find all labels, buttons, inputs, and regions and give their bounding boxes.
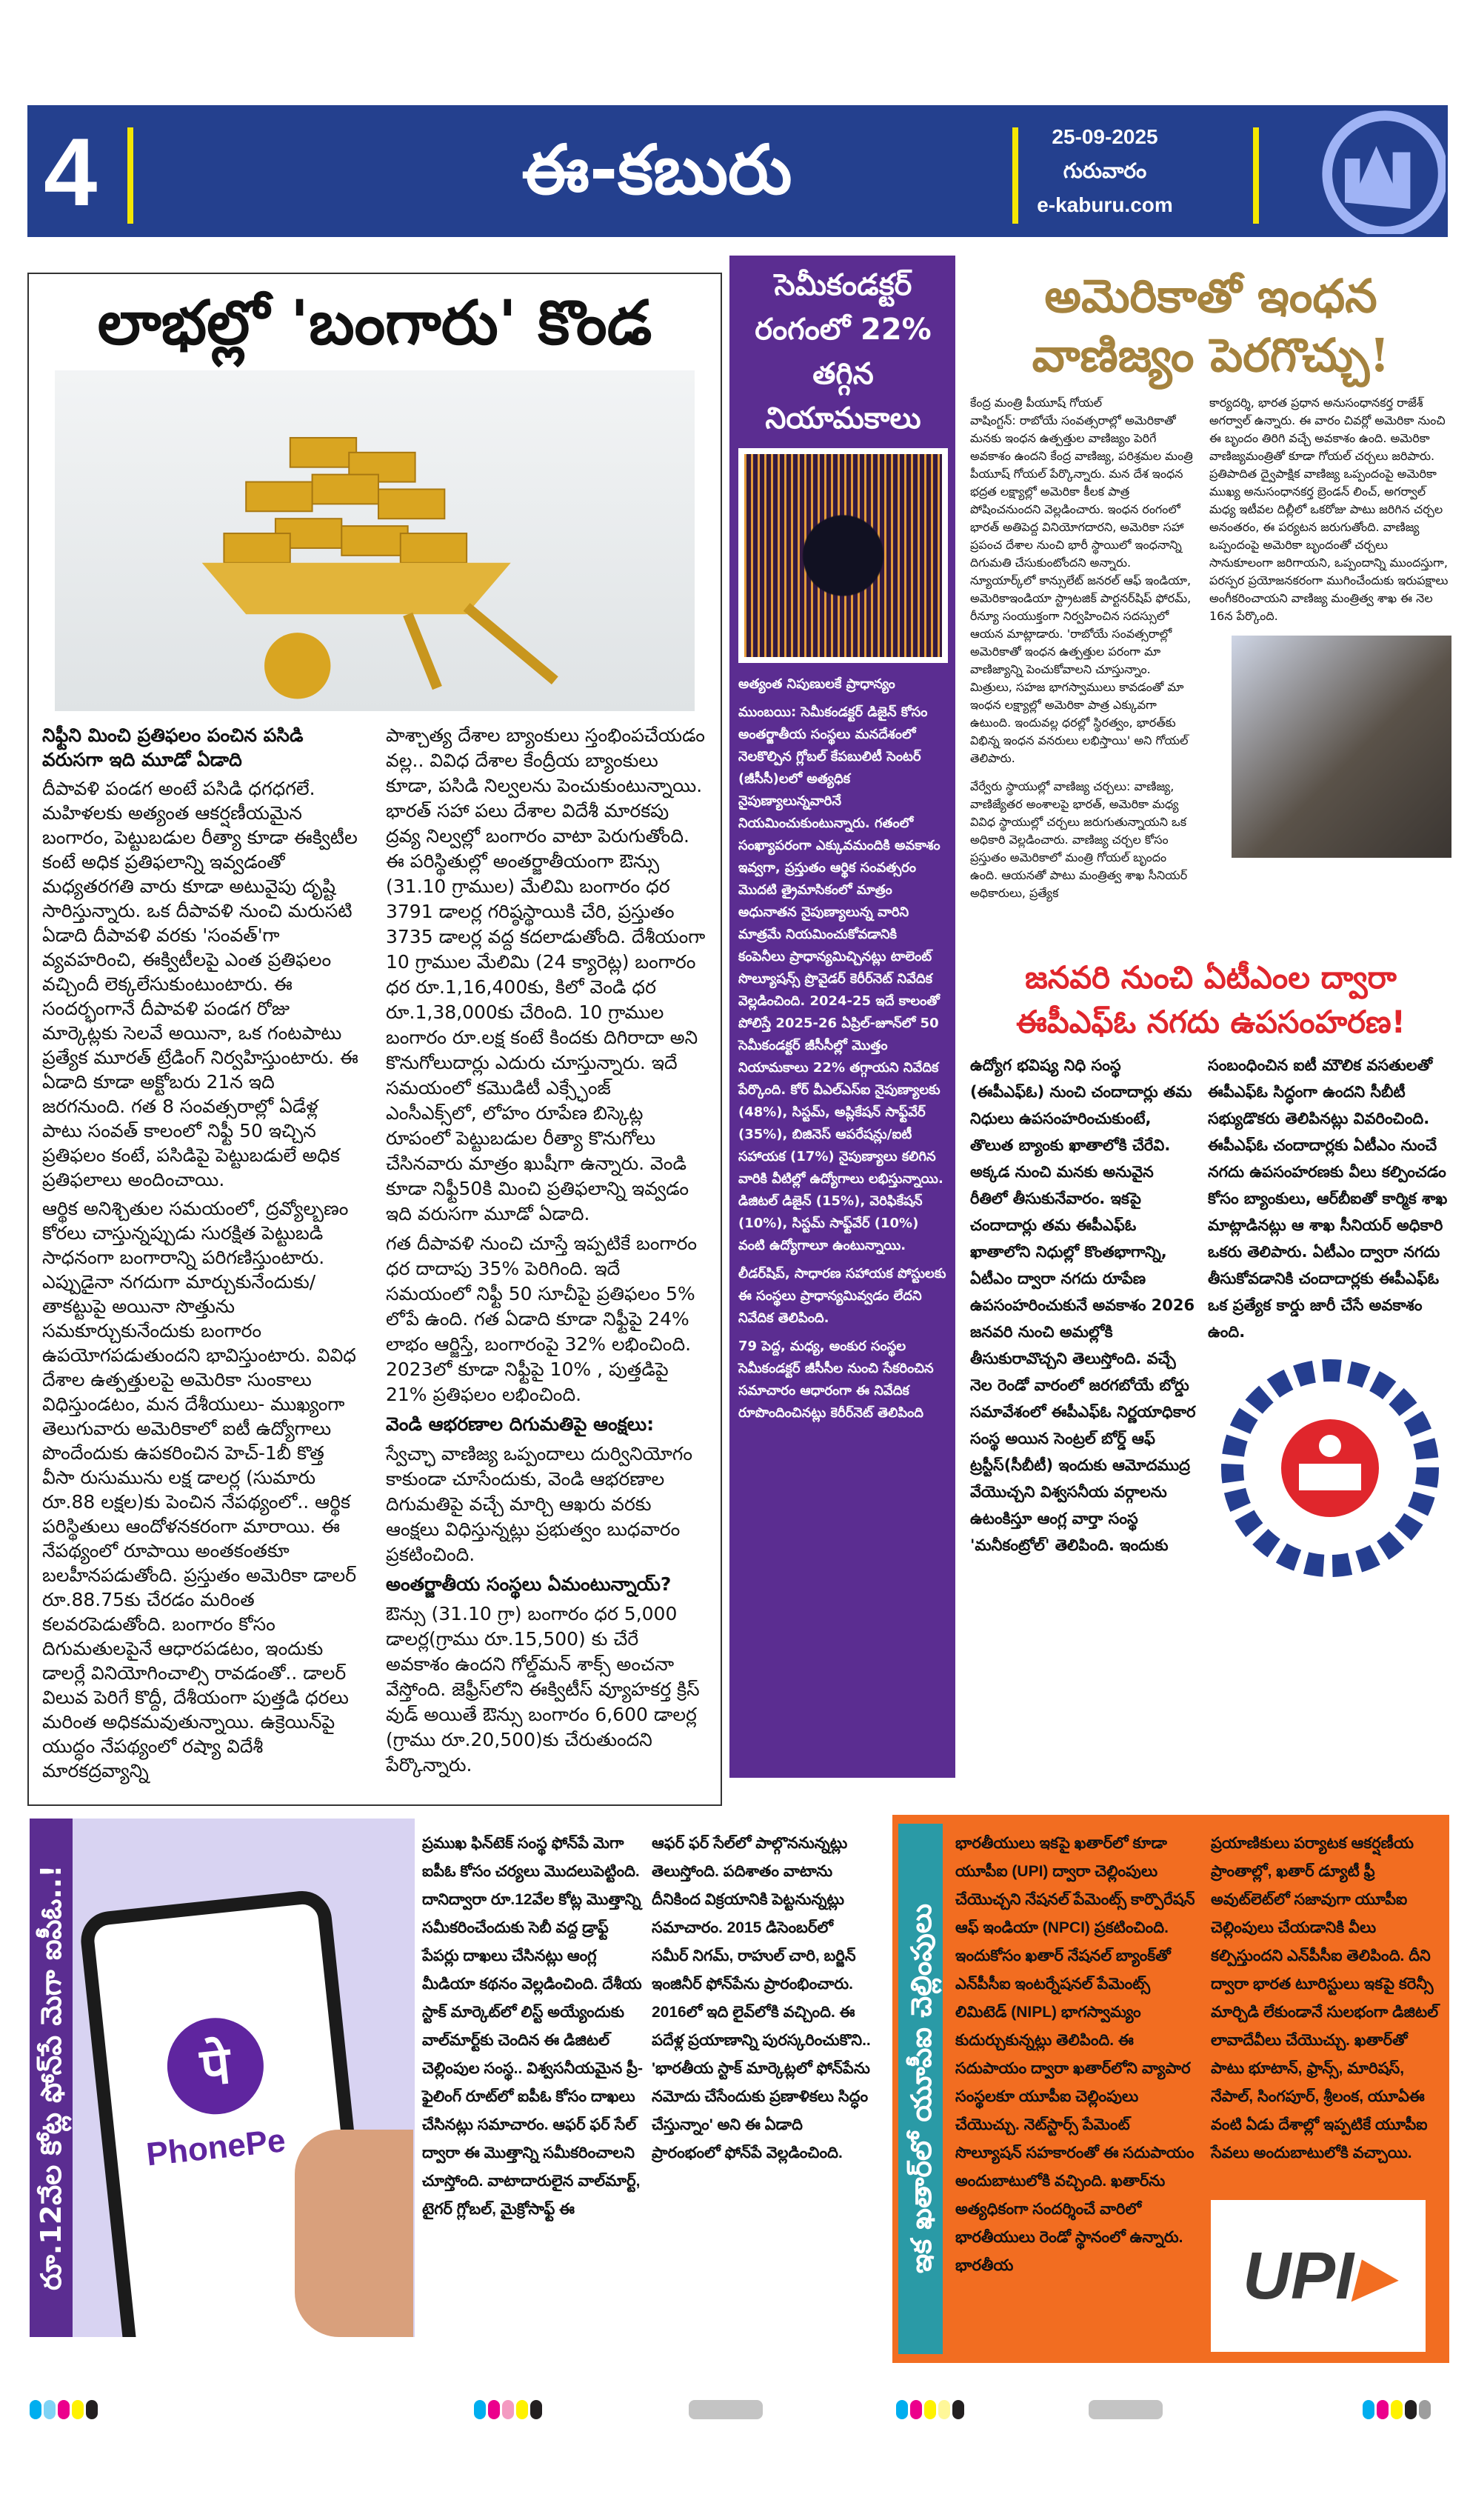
us-column-1 <box>970 394 1196 944</box>
piyush-goyal-photo <box>1232 636 1451 858</box>
upi-logo-text: UPI <box>1243 2239 1354 2313</box>
color-swatch <box>86 2400 98 2419</box>
gold-wheelbarrow-image <box>55 370 695 711</box>
print-registration-marks <box>474 2400 542 2419</box>
subheading: అంతర్జాతీయ సంస్థలు ఏమంటున్నాయ్? <box>386 1573 672 1595</box>
color-swatch <box>1405 2400 1417 2419</box>
issue-date: 25-09-2025 <box>1052 125 1158 148</box>
print-registration-marks <box>896 2400 964 2419</box>
phonepe-logo-icon: पे <box>162 2013 268 2119</box>
epf-columns <box>970 1052 1451 1800</box>
color-swatch <box>952 2400 964 2419</box>
color-swatch <box>72 2400 84 2419</box>
gray-mark <box>1089 2400 1163 2419</box>
paragraph: వేర్వేరు స్థాయుల్లో వాణిజ్య చర్చలు: వాణిజ్య, వాణిజ్యేతర అంశాలపై భారత్, అమెరికా మధ్య వివిధ స్థాయుల్లో చర్చలు జరుగుతున్నాయని ఒక అధికారి వెల్లడించారు. వాణిజ్య చర్చల కోసం ప్రస్తుతం అమెరికాలో మంత్రి గోయల్ బృందం ఉంది. ఆయనతో పాటు మంత్రిత్వ శాఖ సీనియర్ అధికారులు, ప్రత్యేక <box>970 779 1188 900</box>
paragraph: 79 పెద్ద, మధ్య, అంకుర సంస్థల సెమీకండక్టర్ జీసీసీల నుంచి సేకరించిన సమాచారం ఆధారంగా ఈ నివేదిక రూపొందించినట్లు కెరీర్‌నెట్ తెలిపింది <box>738 1339 934 1421</box>
color-swatch <box>1377 2400 1389 2419</box>
color-swatch <box>938 2400 950 2419</box>
headline: ఇక ఖతార్‌లో యూపీఐ చెల్లింపులు <box>905 1904 938 2274</box>
color-swatch <box>896 2400 908 2419</box>
divider <box>127 127 133 224</box>
paragraph: పాశ్చాత్య దేశాల బ్యాంకులు స్తంభింపచేయడం వల్ల.. వివిధ దేశాల కేంద్రీయ బ్యాంకులు కూడా, పసిడి నిల్వలను పెంచుకుంటున్నాయి. భారత్ సహా పలు దేశాల విదేశీ మారకపు ద్రవ్య నిల్వల్లో బంగారం వాటా పెరుగుతోంది. ఈ పరిస్థితుల్లో అంతర్జాతీయంగా ఔన్సు (31.10 గ్రాముల) మేలిమి బంగారం ధర 3791 డాలర్ల గరిష్ఠస్థాయికి చేరి, ప్రస్తుతం 3735 డాలర్ల వద్ద కదలాడుతోంది. దేశీయంగా 10 గ్రాముల మేలిమి (24 క్యారెట్ల) బంగారం ధర రూ.1,16,400కు, కిలో వెండి ధర రూ.1,38,000కు చేరింది. 10 గ్రాముల బంగారం రూ.లక్ష కంటే కిందకు దిగిరాదా అని కొనుగోలుదార్లు ఎదురు చూస్తున్నారు. ఇదే సమయంలో కమొడిటీ ఎక్స్ఛేంజ్ ఎంసీఎక్స్‌లో, లోహం రూపేణ బిస్కెట్ల రూపంలో పెట్టుబడుల రీత్యా కొనుగోలు చేసినవారు మాత్రం ఖుషీగా ఉన్నారు. వెండి కూడా నిఫ్టీ50కి మించి ప్రతిఫలాన్ని ఇవ్వడం ఇది వరుసగా మూడో ఏడాది. <box>386 724 706 1224</box>
article-epfo <box>970 956 1451 1800</box>
epfo-logo-icon <box>1219 1357 1441 1579</box>
color-swatch <box>530 2400 542 2419</box>
color-swatch <box>30 2400 41 2419</box>
page-number: 4 <box>44 118 98 226</box>
print-registration-marks <box>30 2400 98 2419</box>
divider <box>1012 127 1018 224</box>
paragraph: ముంబయి: సెమీకండక్టర్ డిజైన్ కోసం అంతర్జాతీయ సంస్థలు మనదేశంలో నెలకొల్పిన గ్లోబల్ కేపబులిటీ సెంటర్ (జీసీసీ)లలో అత్యధిక నైపుణ్యాలున్నవారినే నియమించుకుంటున్నారు. గతంలో సంఖ్యాపరంగా ఎక్కువమందికి అవకాశం ఇవ్వగా, ప్రస్తుతం ఆర్థిక సంవత్సరం మొదటి త్రైమాసికంలో మాత్రం అధునాతన నైపుణ్యాలున్న వారిని మాత్రమే నియమించుకోవడానికి కంపెనీలు ప్రాధాన్యమిచ్చినట్లు టాలెంట్ సొల్యూషన్స్ ప్రొవైడర్ కెరీర్‌నెట్ నివేదిక వెల్లడించింది. 2024-25 ఇదే కాలంతో పోలిస్తే 2025-26 ఏప్రిల్-జూన్‌లో 50 సెమీకండక్టర్ జీసీసీల్లో మొత్తం నియామకాలు 22% తగ్గాయని నివేదిక పేర్కొంది. కోర్ వీఎల్ఎస్ఐ నైపుణ్యాలకు (48%), సిస్టమ్, అప్లికేషన్ సాఫ్ట్‌వేర్ (35%), బిజినెస్ ఆపరేషన్లు/ఐటీ సహాయక (17%) నైపుణ్యాలు కలిగిన వారికి వీటిల్లో ఉద్యోగాలు లభిస్తున్నాయి. డిజిటల్ డిజైన్ (15%), వెరిఫికేషన్ (10%), సిస్టమ్ సాఫ్ట్‌వేర్ (10%) వంటి ఉద్యోగాలూ ఉంటున్నాయి. <box>738 704 943 1253</box>
color-swatch <box>910 2400 922 2419</box>
color-swatch <box>1419 2400 1431 2419</box>
subheading: అత్యంత నిపుణులకే ప్రాధాన్యం <box>738 676 895 692</box>
color-swatch <box>474 2400 486 2419</box>
masthead <box>27 105 1448 237</box>
headline-us-energy: అమెరికాతో ఇంధన వాణిజ్యం పెరగొచ్చు! <box>1032 269 1390 382</box>
paragraph: లీడర్‌షిప్, సాధారణ సహాయక పోస్టులకు ఈ సంస్థలు ప్రాధాన్యమివ్వడం లేదని నివేదిక తెలిపింది. <box>738 1266 946 1326</box>
headline: లాభల్లో 'బంగారు' కొండ <box>97 287 652 359</box>
us-column-2 <box>1209 394 1451 944</box>
color-swatch <box>516 2400 528 2419</box>
upi-logo: UPI ▶ <box>1211 2200 1426 2352</box>
newspaper-title: ఈ-కబురు <box>521 130 792 210</box>
color-swatch <box>44 2400 56 2419</box>
upi-vertical-headline <box>898 1824 943 2354</box>
upi-column-1: భారతీయులు ఇకపై ఖతార్‌లో కూడా యూపీఐ (UPI) ద్వారా చెల్లింపులు చేయొచ్చని నేషనల్ పేమెంట్స్ కార్పొరేషన్ ఆఫ్ ఇండియా (NPCI) ప్రకటించింది. ఇందుకోసం ఖతార్ నేషనల్ బ్యాంక్‌తో ఎన్‌పీసీఐ ఇంటర్నేషనల్ పేమెంట్స్ లిమిటెడ్ (NIPL) భాగస్వామ్యం కుదుర్చుకున్నట్లు తెలిపింది. ఈ సదుపాయం ద్వారా ఖతార్‌లోని వ్యాపార సంస్థలకూ యూపీఐ చెల్లింపులు చేయొచ్చు. నెట్‌స్టార్స్ పేమెంట్ సొల్యూషన్ సహకారంతో ఈ సదుపాయం అందుబాటులోకి వచ్చింది. ఖతార్‌ను అత్యధికంగా సందర్శించే వారిలో భారతీయులు రెండో స్థానంలో ఉన్నారు. భారతీయ <box>955 1835 1195 2274</box>
gray-mark <box>689 2400 763 2419</box>
color-swatch <box>924 2400 936 2419</box>
upi-column-2 <box>1211 1830 1444 2352</box>
paragraph: ప్రయాణికులు పర్యాటక ఆకర్షణీయ ప్రాంతాల్లో, ఖతార్ డ్యూటీ ఫ్రీ అవుట్‌లెట్‌లో సజావుగా యూపీఐ చెల్లింపులు చేయడానికి వీలు కల్పిస్తుందని ఎన్‌పీసీఐ తెలిపింది. దీని ద్వారా భారత టూరిస్టులు ఇకపై కరెన్సీ మార్చిడి లేకుండానే సులభంగా డిజిటల్ లావాదేవీలు చేయొచ్చు. ఖతార్‌తో పాటు భూటాన్, ఫ్రాన్స్, మారిషస్, నేపాల్, సింగపూర్, శ్రీలంక, యూఏఈ వంటి ఏడు దేశాల్లో ఇప్పటికే యూపీఐ సేవలు అందుబాటులోకి వచ్చాయి. <box>1211 1835 1439 2161</box>
paragraph: గత దీపావళి నుంచి చూస్తే ఇప్పటికే బంగారం ధర దాదాపు 35% పెరిగింది. ఇదే సమయంలో నిఫ్టీ 50 సూచీపై ప్రతిఫలం 5% లోపే ఉంది. గత ఏడాది కూడా నిఫ్టీపై 24% లాభం ఆర్జిస్తే, బంగారంపై 32% లభించింది. 2023లో కూడా నిఫ్టీపై 10% , పుత్తడిపై 21% ప్రతిఫలం లభించింది. <box>386 1233 698 1405</box>
paragraph: కార్యదర్శి, భారత ప్రధాన అనుసంధానకర్త రాజేశ్ అగర్వాల్ ఉన్నారు. ఈ వారం చివర్లో అమెరికా నుంచి ఈ బృందం తిరిగి వచ్చే అవకాశం ఉంది. అమెరికా వాణిజ్యమంత్రితో కూడా గోయల్ చర్చలు జరిపారు. ప్రతిపాదిత ద్వైపాక్షిక వాణిజ్య ఒప్పందంపై అమెరికా ముఖ్య అనుసంధానకర్త బ్రెండన్ లించ్, అగర్వాల్ మధ్య ఇటీవల దిల్లీలో ఒకరోజు పాటు జరిగిన చర్చల అనంతరం, ఈ పర్యటన జరుగుతోంది. వాణిజ్య ఒప్పందంపై అమెరికా బృందంతో చర్చలు సానుకూలంగా జరిగాయని, ఒప్పందాన్ని ముందస్తుగా, పరస్పర ప్రయోజనకరంగా ముగించేందుకు ఇరుపక్షాలు అంగీకరించాయని వాణిజ్య మంత్రిత్వ శాఖ ఈ నెల 16న పేర్కొంది. <box>1209 396 1449 623</box>
paragraph: వాషింగ్టన్: రాబోయే సంవత్సరాల్లో అమెరికాతో మనకు ఇంధన ఉత్పత్తుల వాణిజ్యం పెరిగే అవకాశం ఉందని కేంద్ర వాణిజ్య, పరిశ్రమల మంత్రి పీయూష్ గోయల్ పేర్కొన్నారు. మన దేశ ఇంధన భద్రత లక్ష్యాల్లో అమెరికా కీలక పాత్ర పోషించనుందని వెల్లడించారు. ఇంధన రంగంలో భారత్ అతిపెద్ద వినియోగదారని, అమెరికా సహా ప్రపంచ దేశాల నుంచి భారీ స్థాయిలో ఇంధనాన్ని దిగుమతి చేసుకుంటోందని అన్నారు. న్యూయార్క్‌లో కాన్సులేట్ జనరల్ ఆఫ్ ఇండియా, అమెరికాఇండియా స్ట్రాటజిక్ పార్టనర్‌షిప్ ఫోరమ్, రీన్యూ సంయుక్తంగా నిర్వహించిన సదస్సులో ఆయన మాట్లాడారు. 'రాబోయే సంవత్సరాల్లో అమెరికాతో ఇంధన ఉత్పత్తుల పరంగా మా వాణిజ్యాన్ని పెంచుకోవాలని చూస్తున్నాం. మిత్రులు, సహజ భాగస్వాములు కావడంతో మా ఇంధన లక్ష్యాల్లో అమెరికా పాత్ర ఎక్కువగా ఉటుంది. ఇందువల్ల ధరల్లో స్థిరత్వం, భారత్‌కు విభిన్న ఇంధన వనరులు లభిస్తాయి' అని గోయల్ తెలిపారు. <box>970 413 1193 765</box>
gold-columns <box>42 723 707 1794</box>
article-gold <box>27 273 722 1806</box>
gold-column-1 <box>42 723 361 1794</box>
byline: కేంద్ర మంత్రి పీయూష్ గోయల్ <box>970 396 1103 410</box>
paragraph: సంబంధించిన ఐటీ మౌలిక వసతులతో ఈపీఎఫ్ఓ సిద్ధంగా ఉందని సీబీటీ సభ్యుడొకరు తెలిపినట్లు వివరించింది. ఈపీఎఫ్ఓ చందాదార్లకు ఏటీఎం నుంచే నగదు ఉపసంహరణకు వీలు కల్పించడం కోసం బ్యాంకులు, ఆర్‌బీఐతో కార్మిక శాఖ మాట్లాడినట్లు ఆ శాఖ సీనియర్ అధికారి ఒకరు తెలిపారు. ఏటీఎం ద్వారా నగదు తీసుకోవడానికి చందాదార్లకు ఈపీఎఫ్ఓ ఒక ప్రత్యేక కార్డు జారీ చేసే అవకాశం ఉంది. <box>1208 1056 1448 1341</box>
paragraph: దీపావళి పండగ అంటే పసిడి ధగధగలే. మహిళలకు అత్యంత ఆకర్షణీయమైన బంగారం, పెట్టుబడుల రీత్యా కూడా ఈక్విటీల కంటే అధిక ప్రతిఫలాన్ని ఇవ్వడంతో మధ్యతరగతి వారు కూడా అటువైపు దృష్టి సారిస్తున్నారు. ఒక దీపావళి నుంచి మరుసటి ఏడాది దీపావళి వరకు 'సంవత్'గా వ్యవహరించి, ఈక్విటీలపై ఎంత ప్రతిఫలం వచ్చిందీ లెక్కలేసుకుంటుంటారు. ఈ సందర్భంగానే దీపావళి పండగ రోజు మార్కెట్లకు సెలవే అయినా, ఒక గంటపాటు ప్రత్యేక మూరత్ ట్రేడింగ్ నిర్వహిస్తుంటారు. ఈ ఏడాది కూడా అక్టోబరు 21న ఇది జరగనుంది. గత 8 సంవత్సరాల్లో ఏడేళ్ల పాటు సంవత్ కాలంలో నిఫ్టీ 50 ఇచ్చిన ప్రతిఫలం కంటే, పసిడిపై పెట్టుబడులే అధిక ప్రతిఫలాలు అందించాయి. <box>42 778 358 1190</box>
print-registration-marks <box>1363 2400 1431 2419</box>
us-columns <box>970 394 1451 944</box>
phonepe-column-1: ప్రముఖ ఫిన్‌టెక్ సంస్థ ఫోన్‌పే మెగా ఐపీఓ కోసం చర్యలు మొదలుపెట్టింది. దానిద్వారా రూ.12వేల కోట్ల మొత్తాన్ని సమీకరించేందుకు సెబీ వద్ద డ్రాఫ్ట్ పేపర్లు దాఖలు చేసినట్లు ఆంగ్ల మీడియా కథనం వెల్లడించింది. దేశీయ స్టాక్ మార్కెట్‌లో లిస్ట్ అయ్యేందుకు వాల్‌మార్ట్‌కు చెందిన ఈ డిజిటల్ చెల్లింపుల సంస్థ.. విశ్వసనీయమైన ప్రీ-ఫైలింగ్ రూట్‌లో ఐపీఓ కోసం దాఖలు చేసినట్లు సమాచారం. ఆఫర్ ఫర్ సేల్ ద్వారా ఈ మొత్తాన్ని సమీకరించాలని చూస్తోంది. వాటాదారులైన వాల్‌మార్ట్, టైగర్ గ్లోబల్, మైక్రోసాఫ్ట్ ఈ <box>422 1835 643 2218</box>
phonepe-vertical-headline <box>30 1819 73 2337</box>
subheading: వెండి ఆభరణాల దిగుమతిపై ఆంక్షలు: <box>386 1413 655 1435</box>
gold-column-2 <box>386 723 707 1794</box>
color-swatch <box>488 2400 500 2419</box>
chip-india-map-image <box>738 448 948 663</box>
article-body <box>738 673 948 1770</box>
phonepe-phone-image <box>73 1819 415 2337</box>
epf-column-1: ఉద్యోగ భవిష్య నిధి సంస్థ (ఈపీఎఫ్ఓ) నుంచి చందాదార్లు తమ నిధులు ఉపసంహరించుకుంటే, తొలుత బ్యాంకు ఖాతాలోకి చేరేవి. అక్కడ నుంచి మనకు అనువైన రీతిలో తీసుకునేవారం. ఇకపై చందాదార్లు తమ ఈపీఎఫ్ఓ ఖాతాలోని నిధుల్లో కొంతభాగాన్ని, ఏటీఎం ద్వారా నగదు రూపేణ ఉపసంహరించుకునే అవకాశం 2026 జనవరి నుంచి అమల్లోకి తీసుకురావొచ్చని తెలుస్తోంది. వచ్చే నెల రెండో వారంలో జరగబోయే బోర్డు సమావేశంలో ఈపీఎఫ్ఓ నిర్ణయాధికార సంస్థ అయిన సెంట్రల్ బోర్డ్ ఆఫ్ ట్రస్టీస్(సీబీటీ) ఇందుకు ఆమోదముద్ర వేయొచ్చని విశ్వసనీయ వర్గాలను ఉటంకిస్తూ ఆంగ్ల వార్తా సంస్థ 'మనీకంట్రోల్' తెలిపింది. ఇందుకు <box>970 1056 1196 1554</box>
brand-name: PhonePe <box>144 2122 287 2173</box>
website-link[interactable]: e-kaburu.com <box>1037 193 1173 216</box>
paragraph: ఔన్సు (31.10 గ్రా) బంగారం ధర 5,000 డాలర్ల(గ్రాము రూ.15,500) కు చేరే అవకాశం ఉందని గోల్డ్‌మన్ శాక్స్ అంచనా వేస్తోంది. జెఫ్రీస్‌లోని ఈక్విటీస్ వ్యూహకర్త క్రిస్ వుడ్ అయితే ఔన్సు బంగారం 6,600 డాలర్ల (గ్రాము రూ.20,500)కు చేరుతుందని పేర్కొన్నారు. <box>386 1603 700 1776</box>
color-swatch <box>502 2400 514 2419</box>
headline: సెమీకండక్టర్ రంగంలో 22% తగ్గిన నియామకాలు <box>755 268 932 436</box>
color-swatch <box>1363 2400 1374 2419</box>
subheading: నిఫ్టీని మించి ప్రతిఫలం పంచిన పసిడి వరుసగా ఇది మూడో ఏడాది <box>42 724 304 770</box>
color-swatch <box>1391 2400 1403 2419</box>
color-swatch <box>58 2400 70 2419</box>
article-us-energy <box>970 267 1451 944</box>
phonepe-column-2: ఆఫర్ ఫర్ సేల్‌లో పాల్గొననున్నట్లు తెలుస్తోంది. పదిశాతం వాటాను దీనికింద విక్రయానికి పెట్టనున్నట్లు సమాచారం. 2015 డిసెంబర్‌లో సమీర్ నిగమ్, రాహుల్ చారి, బర్జిన్ ఇంజినీర్ ఫోన్‌పేను ప్రారంభించారు. 2016లో ఇది లైవ్‌లోకి వచ్చింది. ఈ పదేళ్ల ప్రయాణాన్ని పురస్కరించుకొని.. 'భారతీయ స్టాక్ మార్కెట్లలో ఫోన్‌పేను నమోదు చేసేందుకు ప్రణాళికలు సిద్ధం చేస్తున్నాం' అని ఈ ఏడాది ప్రారంభంలో ఫోన్‌పే వెల్లడించింది. <box>652 1835 871 2161</box>
article-semiconductor <box>729 256 955 1778</box>
issue-weekday: గురువారం <box>1063 159 1147 182</box>
divider <box>1253 127 1259 224</box>
headline: రూ.12వేల కోట్ల ఫోన్‌పే మెగా ఐపీఓ..! <box>35 1864 67 2291</box>
newspaper-logo-icon <box>1320 108 1446 234</box>
issue-meta <box>1020 120 1190 222</box>
epf-column-2 <box>1208 1052 1451 1800</box>
paragraph: స్వేచ్ఛా వాణిజ్య ఒప్పందాలు దుర్వినియోగం కాకుండా చూసేందుకు, వెండి ఆభరణాల దిగుమతిపై వచ్చే మార్చి ఆఖరు వరకు ఆంక్షలు విధిస్తున్నట్లు ప్రభుత్వం బుధవారం ప్రకటించింది. <box>386 1443 693 1565</box>
headline-epfo: జనవరి నుంచి ఏటీఎంల ద్వారా ఈపీఎఫ్ఓ నగదు ఉపసంహరణ! <box>1016 959 1406 1040</box>
paragraph: ఆర్థిక అనిశ్చితుల సమయంలో, ద్రవ్యోల్బణం కోరలు చాస్తున్నప్పుడు సురక్షిత పెట్టుబడి సాధనంగా బంగారాన్ని పరిగణిస్తుంటారు. ఎప్పుడైనా నగదుగా మార్చుకునేందుకు/తాకట్టుపై అయినా సొత్తును సమకూర్చుకునేందుకు బంగారం ఉపయోగపడుతుందని భావిస్తుంటారు. వివిధ దేశాల ఉత్పత్తులపై అమెరికా సుంకాలు విధిస్తుండటం, మన దేశీయులు- ముఖ్యంగా తెలుగువారు అమెరికాలో ఐటీ ఉద్యోగాలు పొందేందుకు ఉపకరించిన హెచ్-1బీ కొత్త వీసా రుసుమును లక్ష డాలర్ల (సుమారు రూ.88 లక్షల)కు పెంచిన నేపథ్యంలో.. ఆర్థిక పరిస్థితులు ఆందోళనకరంగా మారాయి. ఈ నేపథ్యంలో రూపాయి అంతకంతకూ బలహీనపడుతోంది. ప్రస్తుతం అమెరికా డాలర్ రూ.88.75కు చేరడం మరింత కలవరపెడుతోంది. బంగారం కోసం దిగుమతులపైనే ఆధారపడటం, ఇందుకు డాలర్లే వినియోగించాల్సి రావడంతో.. డాలర్ విలువ పెరిగే కొద్దీ, దేశీయంగా పుత్తడి ధరలు మరింత అధికమవుతున్నాయి. ఉక్రెయిన్‌పై యుద్ధం నేపథ్యంలో రష్యా విదేశీ మారకద్రవ్యాన్ని <box>42 1198 357 1781</box>
